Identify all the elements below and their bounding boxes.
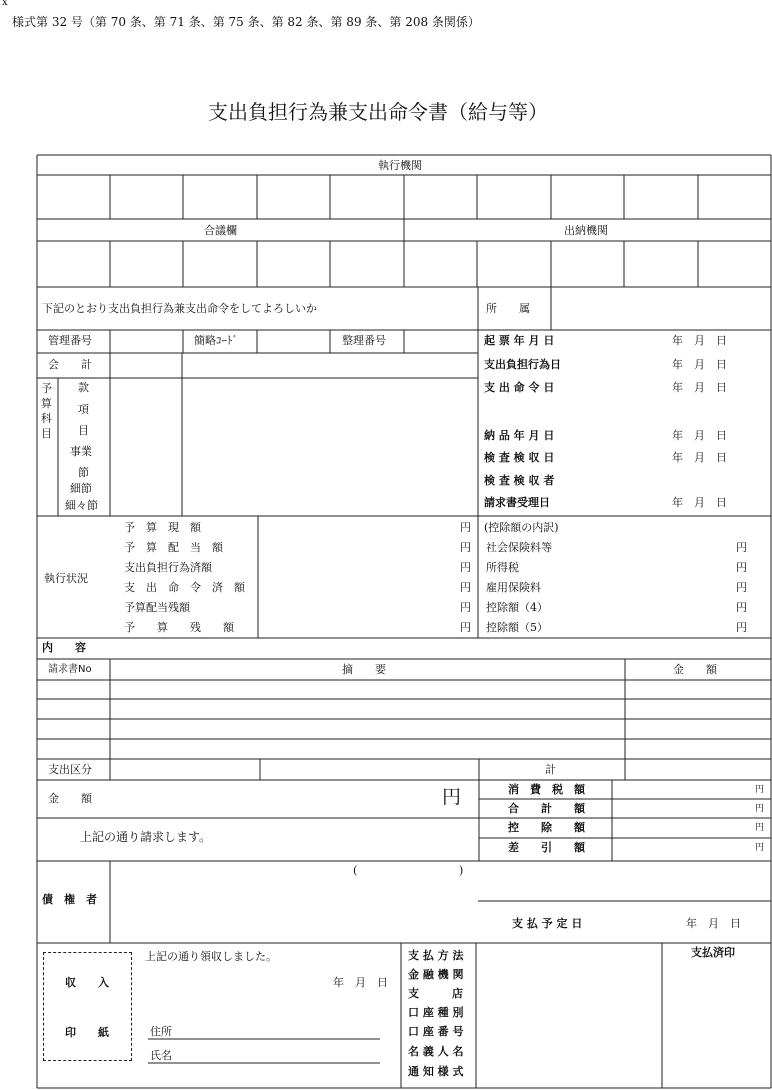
- payment-field-label: 口 座 番 号: [408, 1025, 464, 1038]
- date-label: 支出負担行為日: [484, 358, 561, 371]
- deductions-header: (控除額の内訳): [484, 521, 559, 534]
- budget-item-kan: 款: [78, 381, 89, 394]
- yen-unit: 円: [460, 601, 471, 614]
- deduction-row: 社会保険料等: [486, 541, 552, 554]
- budget-item-saisetsu: 細節: [70, 482, 92, 495]
- execution-row: 予算配当残額: [124, 601, 190, 614]
- yen-unit: 円: [736, 581, 747, 594]
- consultation-label: 合議欄: [204, 224, 237, 237]
- deduction-row: 雇用保険料: [486, 581, 541, 594]
- reference-no-label: 整理番号: [342, 334, 386, 347]
- summary-header: 摘 要: [342, 663, 386, 676]
- content-label: 内 容: [42, 641, 86, 654]
- paren-open: (: [353, 864, 358, 877]
- expense-category-label: 支出区分: [48, 763, 92, 776]
- execution-row: 予 算 残 額: [124, 621, 234, 634]
- yen-unit: 円: [460, 581, 471, 594]
- yen-unit: 円: [460, 541, 471, 554]
- date-value: 年 月 日: [672, 358, 727, 371]
- creditor-label: 債 権 者: [42, 893, 97, 906]
- date-value: 年 月 日: [672, 451, 727, 464]
- scheduled-payment-label: 支 払 予 定 日: [512, 917, 583, 930]
- amount-yen: 円: [442, 786, 462, 808]
- receipt-text: 上記の通り領収しました。: [145, 950, 277, 963]
- deduction-row: 控除額（4）: [486, 601, 548, 614]
- yen-unit: 円: [460, 621, 471, 634]
- stamp-line1: 収 入: [65, 976, 109, 989]
- stray-mark: x: [2, 0, 8, 8]
- yen-unit: 円: [755, 823, 765, 833]
- amount-header: 金 額: [673, 663, 717, 676]
- payment-field-label: 名 義 人 名: [408, 1045, 464, 1058]
- total-label: 計: [545, 763, 556, 776]
- yen-unit: 円: [736, 601, 747, 614]
- address-label: 住所: [150, 1025, 172, 1038]
- date-label: 請求書受理日: [484, 496, 550, 509]
- yen-unit: 円: [460, 521, 471, 534]
- execution-row: 支 出 命 令 済 額: [124, 581, 245, 594]
- execution-row: 支出負担行為済額: [124, 561, 212, 574]
- yen-unit: 円: [736, 541, 747, 554]
- budget-item-moku: 目: [78, 424, 89, 437]
- payment-field-label: 通 知 様 式: [408, 1065, 464, 1078]
- claim-text: 上記の通り請求します。: [80, 830, 212, 844]
- page-title: 支出負担行為兼支出命令書（給与等）: [208, 100, 548, 124]
- revenue-stamp-box: [43, 952, 132, 1061]
- yen-unit: 円: [755, 843, 765, 853]
- date-value: 年 月 日: [672, 496, 727, 509]
- payment-field-label: 支 店: [408, 987, 463, 1000]
- yen-unit: 円: [755, 804, 765, 814]
- payment-field-label: 金 融 機 関: [408, 968, 464, 981]
- form-number: 様式第 32 号（第 70 条、第 71 条、第 75 条、第 82 条、第 89 条、第 208 条関係）: [12, 15, 480, 29]
- date-label: 納 品 年 月 日: [484, 429, 555, 442]
- stamp-line2: 印 紙: [65, 1026, 109, 1039]
- budget-item-kou: 項: [78, 403, 89, 416]
- deduction-row: 控除額（5）: [486, 621, 548, 634]
- date-label: 検 査 検 収 者: [484, 474, 555, 487]
- receipt-date: 年 月 日: [333, 976, 388, 989]
- department-label: 所 属: [486, 302, 530, 315]
- date-value: 年 月 日: [672, 381, 727, 394]
- tax-row-label: 差 引 額: [508, 841, 585, 854]
- budget-subject-label: 予 算 科 目: [41, 382, 52, 440]
- invoice-no-header: 請求書No: [48, 664, 92, 675]
- yen-unit: 円: [736, 561, 747, 574]
- budget-item-jigyou: 事業: [70, 445, 92, 458]
- management-no-label: 管理番号: [48, 334, 92, 347]
- execution-row: 予 算 配 当 額: [124, 541, 223, 554]
- date-label: 支 出 命 令 日: [484, 381, 555, 394]
- payment-field-label: 口 座 種 別: [408, 1006, 464, 1019]
- short-code-label: 簡略ｺｰﾄﾞ: [194, 334, 238, 347]
- budget-item-setsu: 節: [78, 466, 89, 479]
- yen-unit: 円: [736, 621, 747, 634]
- paren-close: ): [459, 864, 464, 877]
- date-label: 起 票 年 月 日: [484, 334, 555, 347]
- tax-row-label: 合 計 額: [508, 802, 585, 815]
- budget-item-saisaisetsu: 細々節: [65, 499, 98, 512]
- treasurer-label: 出納機関: [564, 224, 608, 237]
- tax-row-label: 消 費 税 額: [508, 783, 585, 796]
- execution-status-label: 執行状況: [44, 572, 88, 585]
- date-label: 検 査 検 収 日: [484, 451, 555, 464]
- payment-field-label: 支 払 方 法: [408, 949, 464, 962]
- deduction-row: 所得税: [486, 561, 519, 574]
- yen-unit: 円: [755, 785, 765, 795]
- date-value: 年 月 日: [672, 429, 727, 442]
- date-value: 年 月 日: [672, 334, 727, 347]
- yen-unit: 円: [460, 561, 471, 574]
- accounting-label: 会 計: [48, 358, 92, 371]
- amount-label: 金 額: [48, 792, 92, 805]
- executing-agency-label: 執行機関: [378, 159, 422, 172]
- execution-row: 予 算 現 額: [124, 521, 201, 534]
- tax-row-label: 控 除 額: [508, 821, 585, 834]
- name-label: 氏名: [150, 1049, 172, 1062]
- scheduled-payment-value: 年 月 日: [686, 917, 741, 930]
- paid-stamp-label: 支払済印: [691, 946, 735, 959]
- approval-request: 下記のとおり支出負担行為兼支出命令をしてよろしいか: [42, 302, 317, 315]
